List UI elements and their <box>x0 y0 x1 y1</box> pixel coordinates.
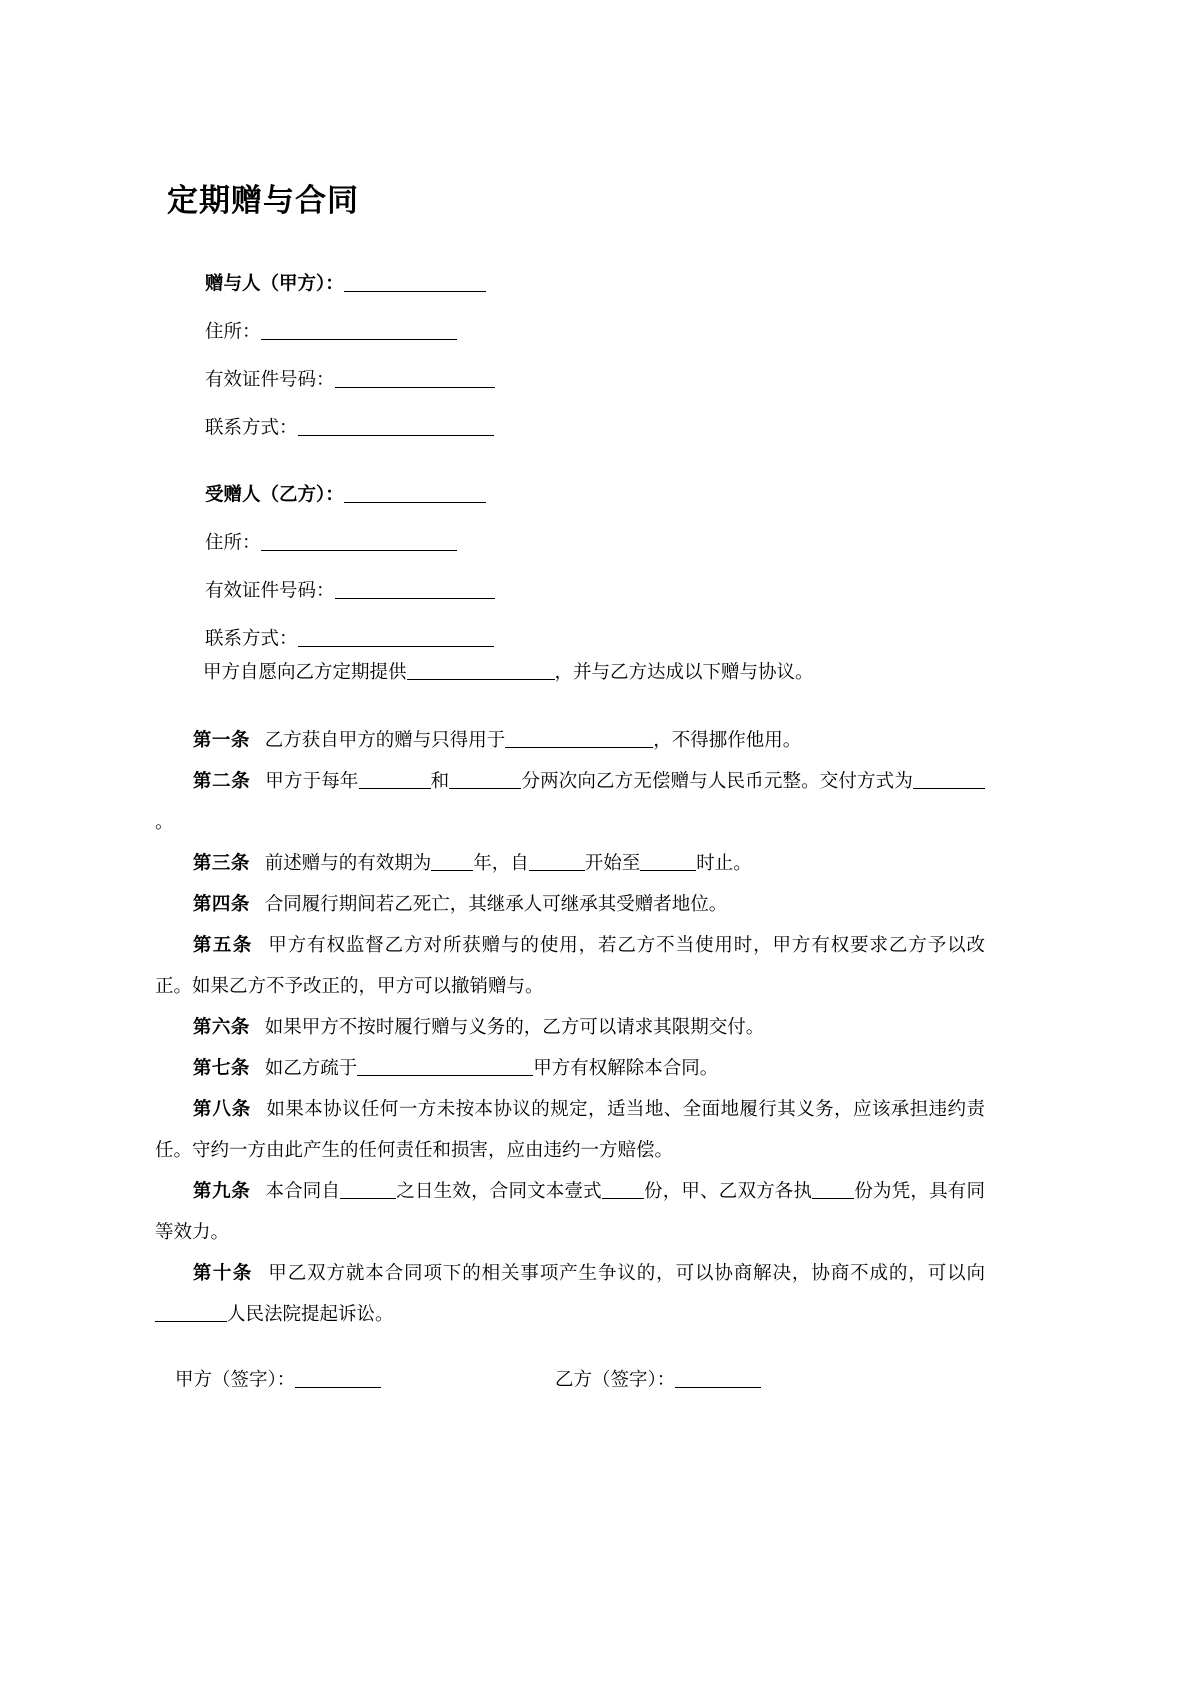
donor-name-label: 赠与人（甲方）： <box>205 273 344 295</box>
article-9-blank-2[interactable] <box>602 1180 644 1200</box>
donee-id-blank[interactable] <box>335 579 495 599</box>
donor-contact-label: 联系方式： <box>205 417 298 439</box>
parties-divider <box>205 438 965 483</box>
article-9-text-1: 本合同自 <box>265 1181 341 1202</box>
donee-contact-label: 联系方式： <box>205 628 298 650</box>
article-9-text-3: 份，甲、乙双方各执 <box>643 1181 813 1202</box>
donee-address-blank[interactable] <box>261 531 457 551</box>
article-2-text-4: 。 <box>155 812 174 833</box>
article-3-text-3: 开始至 <box>584 853 641 874</box>
donee-group <box>205 483 965 649</box>
article-9-blank-1[interactable] <box>340 1180 396 1200</box>
signature-section <box>175 1368 985 1390</box>
article-7-text-1: 如乙方疏于 <box>264 1058 358 1079</box>
donor-group <box>205 272 965 438</box>
donee-id-label: 有效证件号码： <box>205 580 335 602</box>
article-10 <box>155 1253 985 1335</box>
article-7 <box>155 1048 985 1089</box>
signature-party-b <box>555 1368 761 1390</box>
article-3-blank-3[interactable] <box>640 852 696 872</box>
article-9-text-2: 之日生效，合同文本壹式 <box>396 1181 602 1202</box>
donor-contact-blank[interactable] <box>298 416 494 436</box>
article-1-blank[interactable] <box>505 729 653 749</box>
article-10-text-1: 甲乙双方就本合同项下的相关事项产生争议的，可以协商解决，协商不成的，可以向 <box>267 1263 985 1284</box>
donee-address-label: 住所： <box>205 532 261 554</box>
donor-contact-line <box>205 416 965 438</box>
article-9-text-4: 份为凭，具有同等效力。 <box>155 1181 985 1243</box>
article-2-text-1: 甲方于每年 <box>265 771 359 792</box>
article-6-text: 如果甲方不按时履行赠与义务的，乙方可以请求其限期交付。 <box>264 1017 765 1038</box>
article-5 <box>155 925 985 1007</box>
article-7-blank[interactable] <box>357 1057 533 1077</box>
article-8 <box>155 1089 985 1171</box>
signature-party-b-label: 乙方（签字）： <box>555 1369 676 1391</box>
intro-paragraph <box>155 652 985 693</box>
article-6 <box>155 1007 985 1048</box>
article-5-text: 甲方有权监督乙方对所获赠与的使用，若乙方不当使用时，甲方有权要求乙方予以改正。如果乙方不予改正的，甲方可以撤销赠与。 <box>155 935 985 997</box>
article-2-text-3: 分两次向乙方无偿赠与人民币元整。交付方式为 <box>521 771 913 792</box>
article-4 <box>155 884 985 925</box>
donor-name-blank[interactable] <box>344 272 486 292</box>
article-3-number: 第三条 <box>192 853 250 874</box>
article-8-text: 如果本协议任何一方未按本协议的规定，适当地、全面地履行其义务，应该承担违约责任。守约一方由此产生的任何责任和损害，应由违约一方赔偿。 <box>155 1099 985 1161</box>
donor-address-blank[interactable] <box>261 320 457 340</box>
article-10-blank[interactable] <box>155 1303 227 1323</box>
intro-text-1: 甲方自愿向乙方定期提供 <box>203 662 407 683</box>
article-7-number: 第七条 <box>192 1058 250 1079</box>
intro-text-2: ，并与乙方达成以下赠与协议。 <box>554 662 814 683</box>
article-2 <box>155 761 985 843</box>
donee-name-blank[interactable] <box>344 483 486 503</box>
article-2-blank-1[interactable] <box>359 770 431 790</box>
donee-id-line <box>205 579 965 601</box>
article-9-blank-3[interactable] <box>812 1180 854 1200</box>
signature-party-a <box>175 1368 555 1390</box>
donee-address-line <box>205 531 965 553</box>
donor-id-line <box>205 368 965 390</box>
article-9 <box>155 1171 985 1253</box>
article-3-text-4: 时止。 <box>696 853 752 874</box>
article-1-text-1: 乙方获自甲方的赠与只得用于 <box>264 730 506 751</box>
article-7-text-2: 甲方有权解除本合同。 <box>533 1058 719 1079</box>
signature-party-b-blank[interactable] <box>675 1368 761 1388</box>
article-5-number: 第五条 <box>192 935 253 956</box>
donee-name-label: 受赠人（乙方）： <box>205 484 344 506</box>
article-2-number: 第二条 <box>192 771 251 792</box>
signature-party-a-label: 甲方（签字）： <box>175 1369 296 1391</box>
article-2-blank-3[interactable] <box>913 770 985 790</box>
article-3-blank-2[interactable] <box>529 852 585 872</box>
article-3-text-2: 年，自 <box>473 853 529 874</box>
article-3 <box>155 843 985 884</box>
donor-address-line <box>205 320 965 342</box>
article-10-number: 第十条 <box>192 1263 253 1284</box>
article-2-text-2: 和 <box>430 771 450 792</box>
articles-section <box>155 652 985 1335</box>
parties-section <box>205 272 965 649</box>
article-4-text: 合同履行期间若乙死亡，其继承人可继承其受赠者地位。 <box>264 894 728 915</box>
article-1-number: 第一条 <box>192 730 250 751</box>
article-8-number: 第八条 <box>192 1099 252 1120</box>
donor-address-label: 住所： <box>205 321 261 343</box>
donee-contact-blank[interactable] <box>298 627 494 647</box>
donee-contact-line <box>205 627 965 649</box>
donee-name-line <box>205 483 965 505</box>
article-1 <box>155 720 985 761</box>
page-title: 定期赠与合同 <box>167 183 359 219</box>
article-3-text-1: 前述赠与的有效期为 <box>264 853 432 874</box>
article-9-number: 第九条 <box>192 1181 251 1202</box>
signature-party-a-blank[interactable] <box>295 1368 381 1388</box>
donor-id-blank[interactable] <box>335 368 495 388</box>
donor-id-label: 有效证件号码： <box>205 369 335 391</box>
donor-name-line <box>205 272 965 294</box>
article-3-blank-1[interactable] <box>431 852 473 872</box>
intro-blank[interactable] <box>407 661 555 681</box>
article-10-text-2: 人民法院提起诉讼。 <box>227 1304 394 1325</box>
article-1-text-2: ，不得挪作他用。 <box>653 730 802 751</box>
article-2-blank-2[interactable] <box>449 770 521 790</box>
article-4-number: 第四条 <box>192 894 250 915</box>
article-6-number: 第六条 <box>192 1017 250 1038</box>
